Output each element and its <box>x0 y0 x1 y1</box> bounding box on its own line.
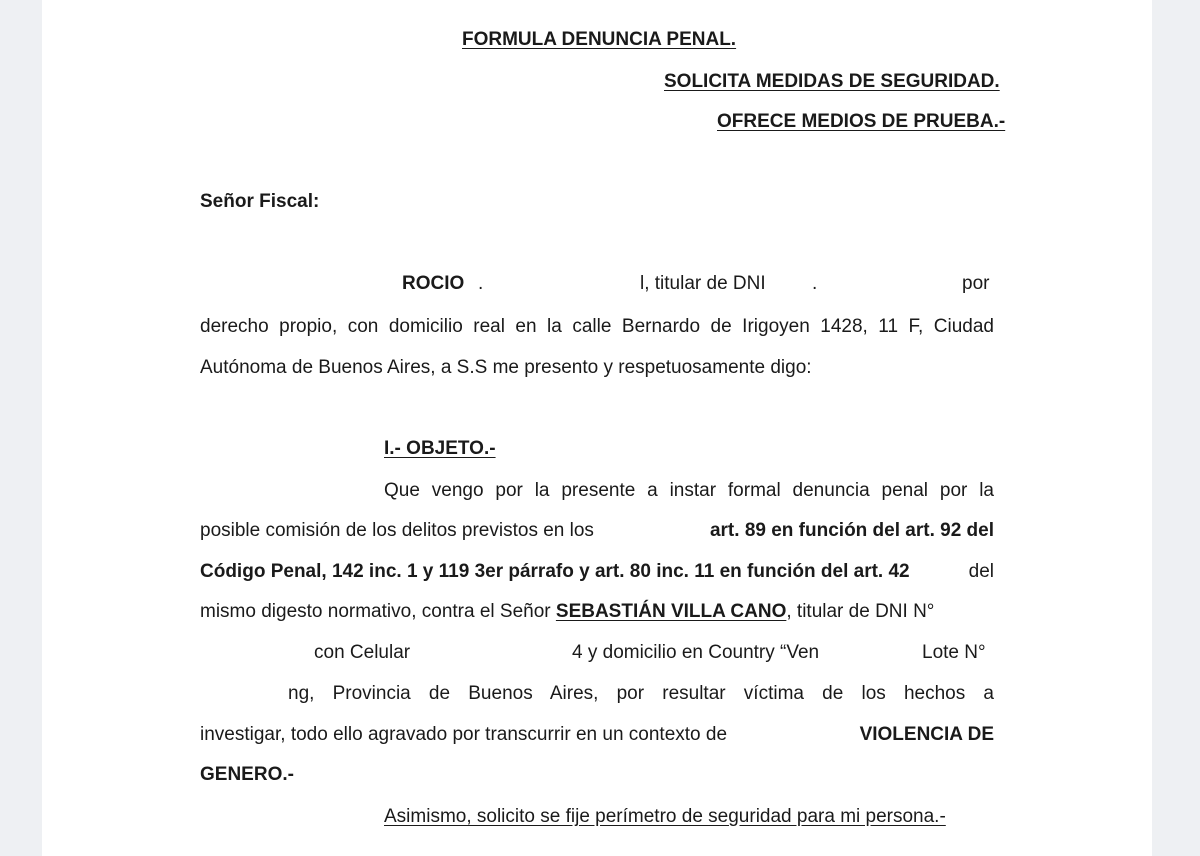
objeto-line-5-lote: Lote N° <box>922 642 986 663</box>
objeto-line-1: Que vengo por la presente a instar formal denuncia penal por la <box>384 480 994 501</box>
complainant-name: ROCIO <box>402 273 465 294</box>
salutation: Señor Fiscal: <box>200 191 320 212</box>
section-heading-objeto: I.- OBJETO.- <box>384 438 496 459</box>
redacted-mark: . <box>812 273 818 294</box>
objeto-line-3-articles: Código Penal, 142 inc. 1 y 119 3er párrafo y art. 80 inc. 11 en función del art. 42 <box>200 561 910 582</box>
intro-id-text: l, titular de DNI <box>640 273 766 294</box>
objeto-line-5-domicilio: 4 y domicilio en Country “Ven <box>572 642 820 663</box>
objeto-line-4-dni: , titular de DNI N° <box>786 601 935 622</box>
objeto-line-3-del: del <box>968 561 994 582</box>
objeto-line-7 <box>200 723 994 747</box>
document-subtitle-evidence: OFRECE MEDIOS DE PRUEBA.- <box>717 111 1006 132</box>
objeto-line-9-security-request: Asimismo, solicito se fije perímetro de seguridad para mi persona.- <box>384 806 946 827</box>
document-subtitle-security: SOLICITA MEDIDAS DE SEGURIDAD. <box>664 71 1000 92</box>
objeto-line-2 <box>200 519 994 543</box>
objeto-line-4 <box>200 600 934 624</box>
objeto-line-3 <box>200 560 994 584</box>
objeto-line-6: ng, Provincia de Buenos Aires, por resultar víctima de los hechos a <box>288 683 994 704</box>
intro-address-line: derecho propio, con domicilio real en la calle Bernardo de Irigoyen 1428, 11 F, Ciudad <box>200 316 994 337</box>
objeto-line-4-text: mismo digesto normativo, contra el Señor <box>200 601 551 622</box>
accused-name: SEBASTIÁN VILLA CANO <box>555 601 787 622</box>
objeto-line-2-text: posible comisión de los delitos previstos en los <box>200 520 594 541</box>
objeto-line-2-articles: art. 89 en función del art. 92 del <box>709 520 994 541</box>
objeto-line-8: GENERO.- <box>200 764 294 785</box>
document-title: FORMULA DENUNCIA PENAL. <box>462 29 737 50</box>
redacted-mark: . <box>478 273 484 294</box>
intro-por: por <box>962 273 990 294</box>
objeto-line-7-text: investigar, todo ello agravado por transcurrir en un contexto de <box>200 724 728 745</box>
objeto-line-7-violencia: VIOLENCIA DE <box>859 724 994 745</box>
objeto-line-5-celular: con Celular <box>314 642 411 663</box>
intro-closing-line: Autónoma de Buenos Aires, a S.S me presento y respetuosamente digo: <box>200 357 812 378</box>
